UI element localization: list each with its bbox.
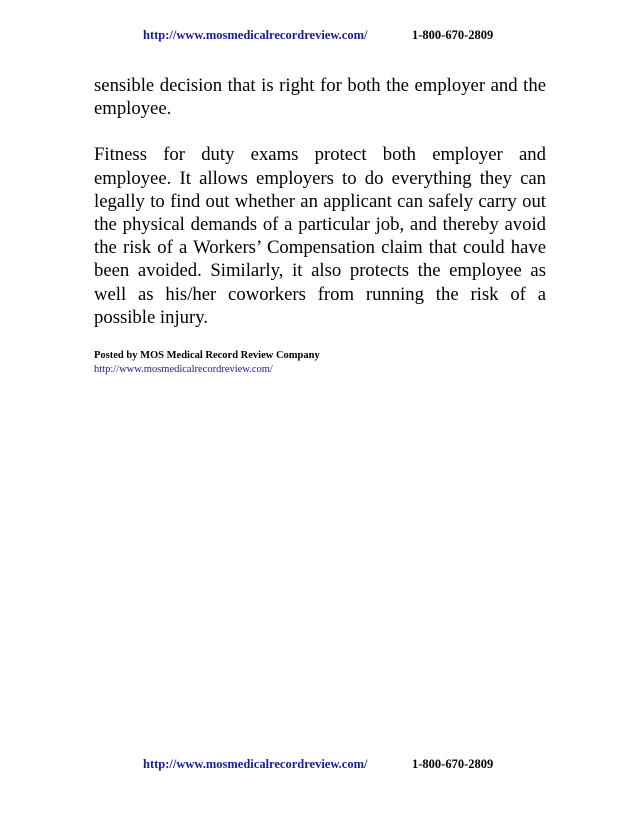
header-website-link[interactable]: http://www.mosmedicalrecordreview.com/ xyxy=(143,28,368,42)
page-footer xyxy=(0,757,638,777)
document-body xyxy=(94,74,546,377)
footer-phone-number: 1-800-670-2809 xyxy=(412,757,494,771)
paragraph-fitness-for-duty: Fitness for duty exams protect both employer and employee. It allows employers to do everything they can legally to find out whether an applicant can safely carry out the physical demands of a particular job, and thereby avoid the risk of a Workers’ Compensation claim that could have been avoided. Similarly, it also protects the employee as well as his/her coworkers from running the risk of a possible injury. xyxy=(94,144,546,328)
page-header xyxy=(0,28,638,48)
header-phone-number: 1-800-670-2809 xyxy=(412,28,494,42)
footer-website-link[interactable]: http://www.mosmedicalrecordreview.com/ xyxy=(143,757,368,771)
posted-by-line: Posted by MOS Medical Record Review Company xyxy=(94,350,320,362)
paragraph-continuation: sensible decision that is right for both the employer and the employee. xyxy=(94,75,546,120)
posted-website-link[interactable]: http://www.mosmedicalrecordreview.com/ xyxy=(94,364,273,376)
